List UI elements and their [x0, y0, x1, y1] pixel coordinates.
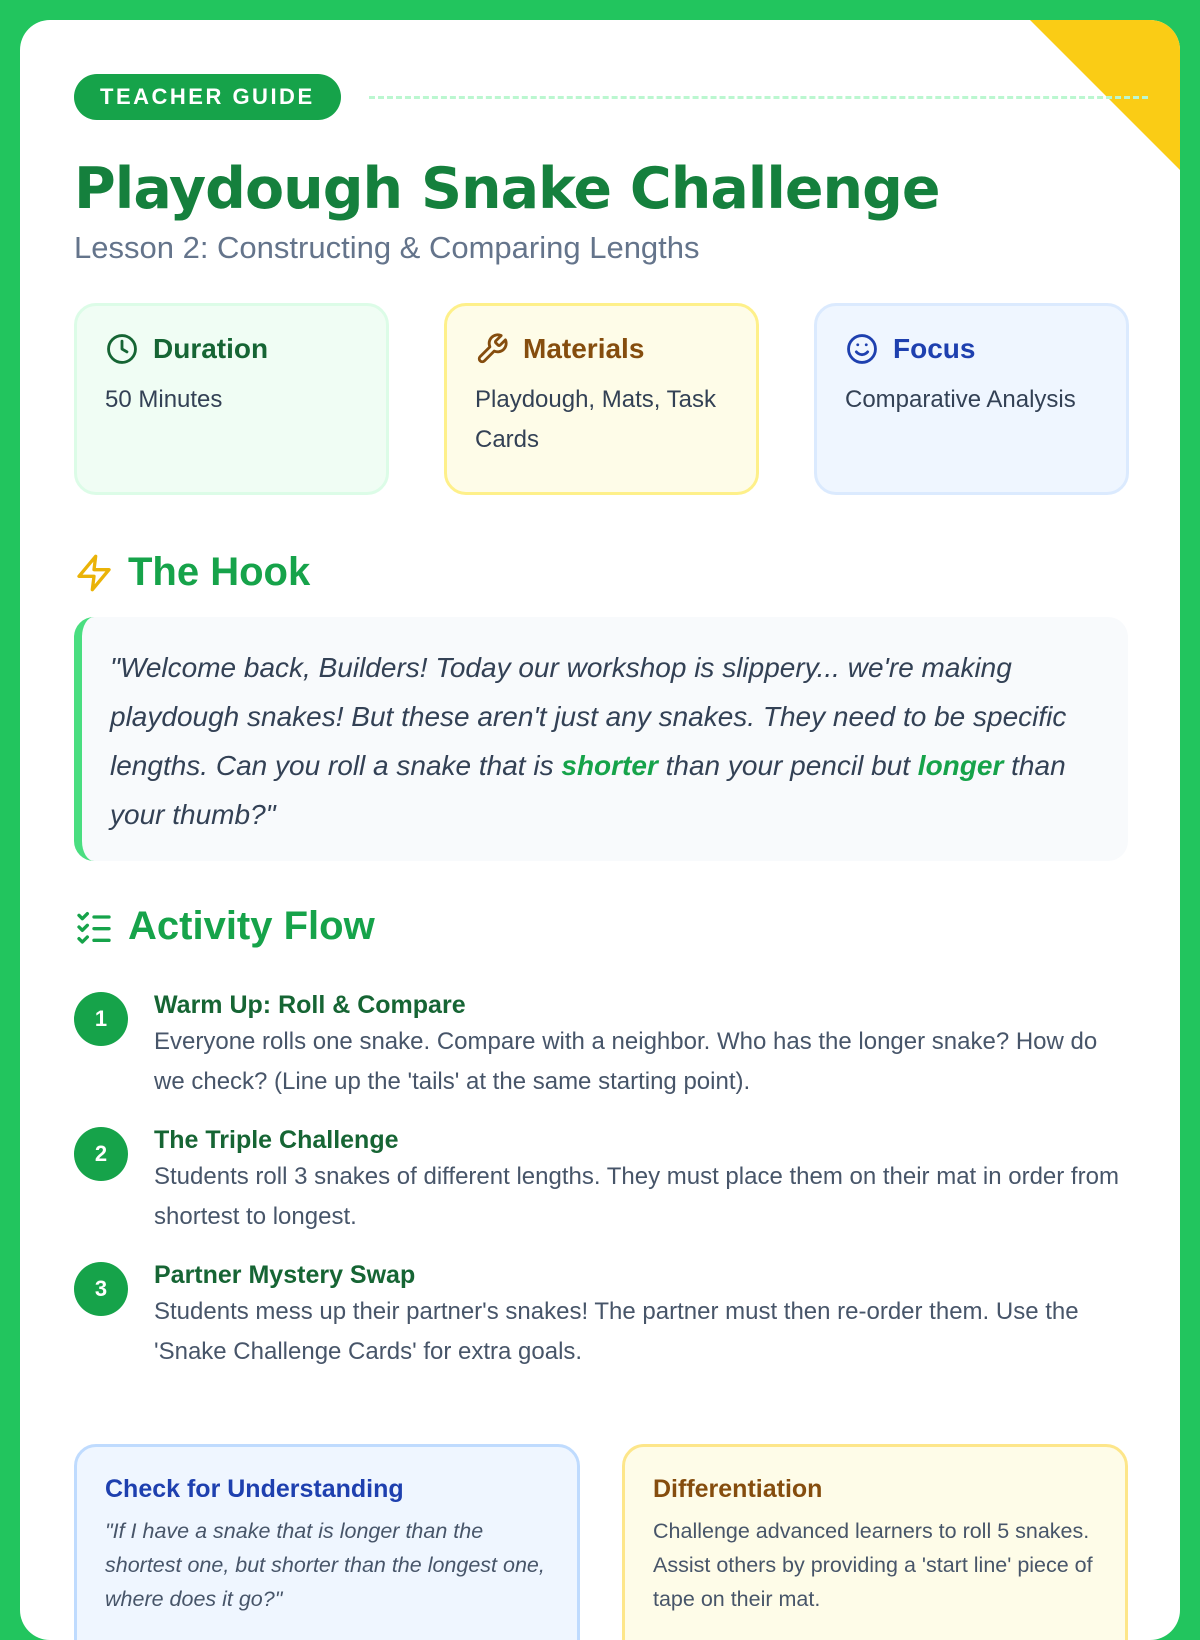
- step-item: [74, 992, 1134, 1102]
- step-title: Warm Up: Roll & Compare: [154, 991, 466, 1019]
- hook-quote-part3: than your thumb?": [110, 750, 1066, 830]
- bottom-cards: [74, 1444, 1128, 1640]
- hook-quote-part2: than your pencil but: [657, 750, 918, 781]
- step-description: Students mess up their partner's snakes! The partner must then re-order them. Use the 'Snake Challenge Cards' for extra goals.: [154, 1298, 1079, 1365]
- dashed-divider: [369, 96, 1148, 99]
- focus-title: Focus: [893, 333, 976, 364]
- hook-emphasis-shorter: shorter: [561, 750, 658, 781]
- differentiation-card: [622, 1444, 1128, 1640]
- duration-title: Duration: [153, 333, 269, 364]
- hook-emphasis-longer: longer: [917, 750, 1004, 781]
- duration-value: 50 Minutes: [105, 386, 223, 413]
- teacher-guide-badge: TEACHER GUIDE: [74, 74, 341, 120]
- step-description: Students roll 3 snakes of different lengths. They must place them on their mat in order from shortest to longest.: [154, 1163, 1119, 1230]
- materials-title: Materials: [523, 333, 645, 364]
- check-understanding-title: Check for Understanding: [105, 1475, 404, 1503]
- hook-quote: [74, 617, 1128, 861]
- info-cards: [74, 303, 1129, 495]
- activity-title: Activity Flow: [128, 904, 375, 948]
- activity-section-heading: [74, 904, 375, 949]
- duration-card: [74, 303, 389, 495]
- materials-value: Playdough, Mats, Task Cards: [475, 386, 717, 453]
- hook-section-heading: [74, 550, 310, 595]
- step-number: 3: [74, 1262, 128, 1316]
- hook-title: The Hook: [128, 550, 311, 594]
- page-subtitle: Lesson 2: Constructing & Comparing Lengths: [74, 230, 700, 265]
- differentiation-title: Differentiation: [653, 1475, 823, 1503]
- step-item: [74, 1127, 1134, 1237]
- check-understanding-card: [74, 1444, 580, 1640]
- header-row: [74, 74, 1148, 120]
- guide-card: [20, 20, 1180, 1640]
- page-title: Playdough Snake Challenge: [74, 156, 940, 222]
- step-number: 2: [74, 1127, 128, 1181]
- wrench-icon: [475, 332, 509, 366]
- step-number: 1: [74, 992, 128, 1046]
- activity-steps: [74, 992, 1134, 1397]
- hook-quote-part1: "Welcome back, Builders! Today our workshop is slippery... we're making playdough snakes! But these aren't just any snakes. They need to be specific lengths. Can you roll a snake that is: [110, 652, 1067, 781]
- lightning-icon: [74, 553, 114, 593]
- clock-icon: [105, 332, 139, 366]
- focus-card: [814, 303, 1129, 495]
- focus-value: Comparative Analysis: [845, 386, 1076, 413]
- differentiation-text: Challenge advanced learners to roll 5 snakes. Assist others by providing a 'start line' piece of tape on their mat.: [653, 1519, 1093, 1611]
- step-item: [74, 1262, 1134, 1372]
- checklist-icon: [74, 907, 114, 947]
- step-title: The Triple Challenge: [154, 1126, 399, 1154]
- materials-card: [444, 303, 759, 495]
- smile-icon: [845, 332, 879, 366]
- step-title: Partner Mystery Swap: [154, 1261, 416, 1289]
- step-description: Everyone rolls one snake. Compare with a neighbor. Who has the longer snake? How do we check? (Line up the 'tails' at the same starting point).: [154, 1028, 1098, 1095]
- check-understanding-text: "If I have a snake that is longer than the shortest one, but shorter than the longest one, where does it go?": [105, 1519, 545, 1611]
